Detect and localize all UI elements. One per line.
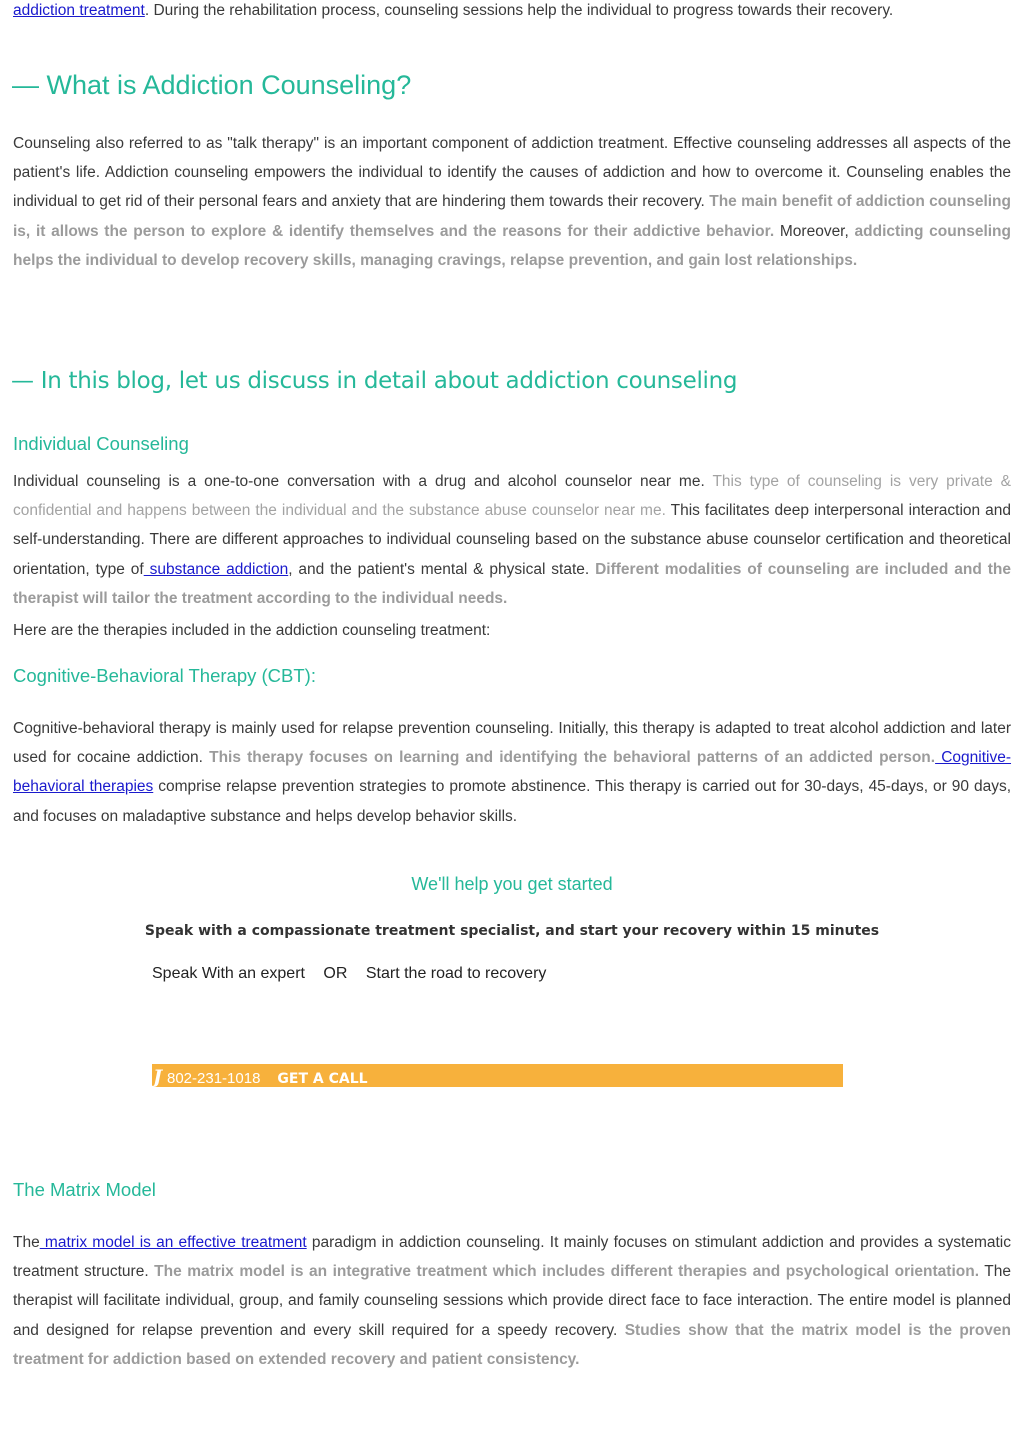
addiction-treatment-link[interactable]: addiction treatment [13, 2, 145, 19]
matrix-highlight: The matrix model is an integrative treatment which includes different therapies and psychological orientation. [154, 1263, 979, 1281]
individual-text-3: , and the patient's mental & physical state. [288, 560, 596, 578]
what-is-moreover: Moreover, [774, 222, 855, 240]
cbt-link[interactable]: Cognitive-behavioral therapies [13, 749, 1012, 796]
what-is-paragraph [13, 129, 1011, 275]
matrix-heading: The Matrix Model [13, 1179, 156, 1200]
call-bar[interactable] [152, 1064, 843, 1087]
individual-paragraph [13, 467, 1011, 613]
cbt-text-1: Cognitive-behavioral therapy is mainly used for relapse prevention counseling. Initially, this therapy is adapted to treat alcohol addiction and later used for cocaine addiction. [13, 720, 1011, 767]
individual-highlight: Different modalities of counseling are included and the therapist will tailor the treatment according to the individual needs. [13, 560, 1011, 607]
cta-title: We'll help you get started [411, 874, 613, 894]
speak-with-expert-option[interactable]: Speak With an expert [152, 965, 305, 982]
intro-paragraph [13, 0, 1013, 25]
individual-text-1: Individual counseling is a one-to-one conversation with a drug and alcohol counselor near me. [13, 473, 713, 490]
matrix-paragraph [13, 1228, 1011, 1374]
matrix-text-0: The [13, 1234, 40, 1251]
intro-text: . During the rehabilitation process, counseling sessions help the individual to progress towards their recovery. [144, 2, 894, 19]
matrix-model-link[interactable]: matrix model is an effective treatment [39, 1234, 307, 1251]
blog-heading: — In this blog, let us discuss in detail about addiction counseling [11, 368, 738, 394]
cbt-highlight: This therapy focuses on learning and identifying the behavioral patterns of an addicted person. [209, 749, 936, 767]
get-a-call-button[interactable]: GET A CALL [277, 1071, 368, 1087]
individual-heading: Individual Counseling [13, 433, 189, 454]
cta-subtitle: Speak with a compassionate treatment specialist, and start your recovery within 15 minutes [144, 923, 880, 939]
individual-text-2: This facilitates deep interpersonal interaction and self-understanding. There are different approaches to individual counseling based on the substance abuse counselor certification and theoretical orientation, type of [13, 502, 1011, 578]
cbt-paragraph [13, 714, 1011, 831]
matrix-text-2: The therapist will facilitate individual, group, and family counseling sessions which provide direct face to face interaction. The entire model is planned and designed for relapse prevention and every skill required for a speedy recovery. [13, 1263, 1011, 1339]
individual-private-text: This type of counseling is very private & confidential and happens between the individual and the substance abuse counselor near me. [13, 473, 1011, 520]
matrix-highlight-2: Studies show that the matrix model is the proven treatment for addiction based on extended recovery and patient consistency. [13, 1321, 1012, 1368]
phone-number[interactable]: 802-231-1018 [167, 1070, 261, 1087]
or-separator: OR [323, 965, 348, 982]
what-is-highlight-2: addicting counseling helps the individual to develop recovery skills, managing cravings, relapse prevention, and gain lost relationships. [13, 222, 1011, 269]
start-recovery-option[interactable]: Start the road to recovery [365, 965, 547, 982]
substance-addiction-link[interactable]: substance addiction [143, 560, 289, 578]
matrix-text-1: paradigm in addiction counseling. It mainly focuses on stimulant addiction and provides a systematic treatment structure. [13, 1234, 1011, 1281]
what-is-highlight: The main benefit of addiction counseling is, it allows the person to explore & identify themselves and the reasons for their addictive behavior. [13, 193, 1011, 240]
cta-options [152, 965, 560, 983]
therapies-intro: Here are the therapies included in the addiction counseling treatment: [13, 622, 491, 639]
phone-icon: J [153, 1066, 162, 1088]
cbt-text-2: comprise relapse prevention strategies to promote abstinence. This therapy is carried out for 30-days, 45-days, or 90 days, and focuses on maladaptive substance and helps develop behavior skills. [13, 778, 1011, 825]
cbt-heading: Cognitive-Behavioral Therapy (CBT): [13, 665, 316, 686]
what-is-text: Counseling also referred to as "talk therapy" is an important component of addiction treatment. Effective counseling addresses all aspects of the patient's life. Addiction counseling empowers the individual to identify the causes of addiction and how to overcome it. Counseling enables the individual to get rid of their personal fears and anxiety that are hindering them towards their recovery. [13, 135, 1011, 211]
what-is-heading: — What is Addiction Counseling? [12, 70, 412, 100]
